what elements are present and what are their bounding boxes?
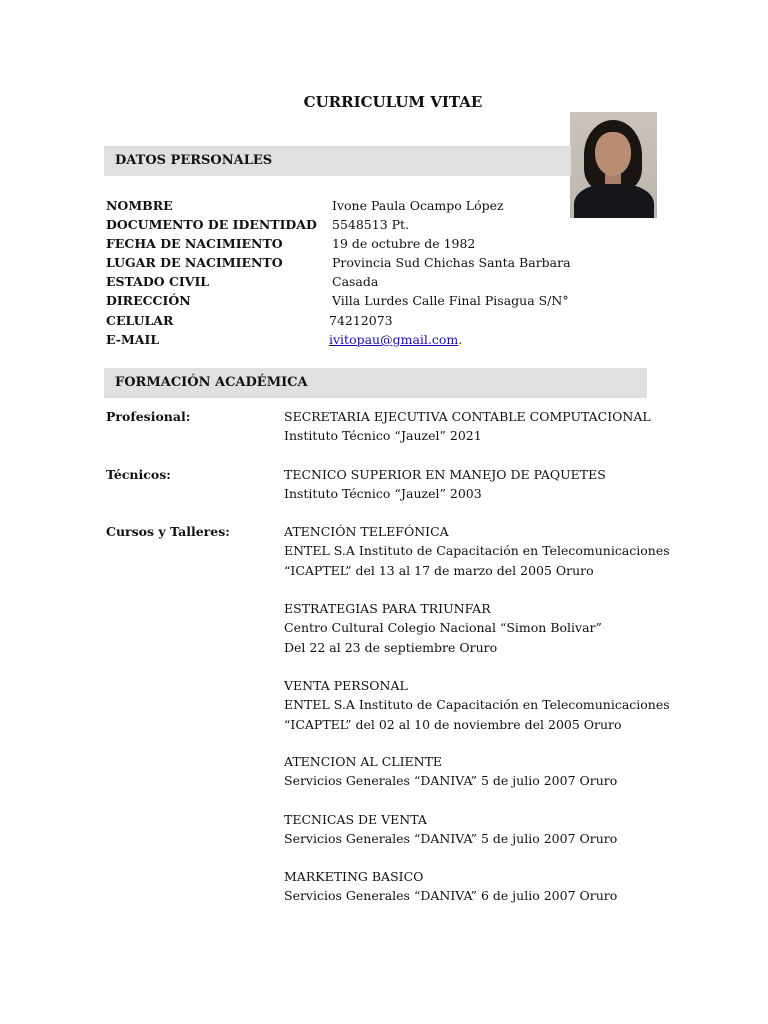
email-link[interactable]: ivitopau@gmail.com bbox=[329, 332, 459, 347]
label-direccion: DIRECCIÓN bbox=[106, 293, 191, 308]
curso-item: TECNICAS DE VENTA Servicios Generales “DANIVA” 5 de julio 2007 Oruro bbox=[284, 812, 618, 847]
value-documento: 5548513 Pt. bbox=[332, 217, 410, 232]
curso-item: ESTRATEGIAS PARA TRIUNFAR Centro Cultural Colegio Nacional “Simon Bolivar” Del 22 al 23 de septiembre Oruro bbox=[284, 601, 602, 655]
label-profesional: Profesional: bbox=[106, 409, 191, 424]
section-datos-personales: DATOS PERSONALES bbox=[104, 146, 571, 176]
label-tecnicos: Técnicos: bbox=[106, 467, 171, 482]
email-suffix: . bbox=[458, 332, 463, 347]
value-fecha-nacimiento: 19 de octubre de 1982 bbox=[332, 236, 476, 251]
label-nombre: NOMBRE bbox=[106, 198, 173, 213]
label-fecha-nacimiento: FECHA DE NACIMIENTO bbox=[106, 236, 283, 251]
label-estado-civil: ESTADO CIVIL bbox=[106, 274, 210, 289]
curso-item: VENTA PERSONAL ENTEL S.A Instituto de Capacitación en Telecomunicaciones “ICAPTEL” del 02 al 10 de noviembre del 2005 Oruro bbox=[284, 678, 670, 732]
value-celular: 74212073 bbox=[329, 313, 393, 328]
entry-profesional: SECRETARIA EJECUTIVA CONTABLE COMPUTACIONAL Instituto Técnico “Jauzel” 2021 bbox=[284, 409, 651, 444]
label-celular: CELULAR bbox=[106, 313, 174, 328]
curso-item: ATENCIÓN TELEFÓNICA ENTEL S.A Instituto de Capacitación en Telecomunicaciones “ICAPTEL” del 13 al 17 de marzo del 2005 Oruro bbox=[284, 524, 670, 578]
label-cursos: Cursos y Talleres: bbox=[106, 524, 230, 539]
value-lugar-nacimiento: Provincia Sud Chichas Santa Barbara bbox=[332, 255, 571, 270]
label-email: E-MAIL bbox=[106, 332, 160, 347]
label-lugar-nacimiento: LUGAR DE NACIMIENTO bbox=[106, 255, 283, 270]
value-nombre: Ivone Paula Ocampo López bbox=[332, 198, 504, 213]
value-direccion: Villa Lurdes Calle Final Pisagua S/N° bbox=[332, 293, 569, 308]
value-estado-civil: Casada bbox=[332, 274, 379, 289]
profile-photo bbox=[570, 112, 657, 218]
curso-item: MARKETING BASICO Servicios Generales “DANIVA” 6 de julio 2007 Oruro bbox=[284, 869, 618, 904]
label-documento: DOCUMENTO DE IDENTIDAD bbox=[106, 217, 317, 232]
section-formacion-academica: FORMACIÓN ACADÉMICA bbox=[104, 368, 647, 398]
document-title: CURRICULUM VITAE bbox=[303, 93, 483, 111]
entry-tecnicos: TECNICO SUPERIOR EN MANEJO DE PAQUETES Instituto Técnico “Jauzel” 2003 bbox=[284, 467, 606, 502]
curso-item: ATENCION AL CLIENTE Servicios Generales “DANIVA” 5 de julio 2007 Oruro bbox=[284, 754, 618, 789]
